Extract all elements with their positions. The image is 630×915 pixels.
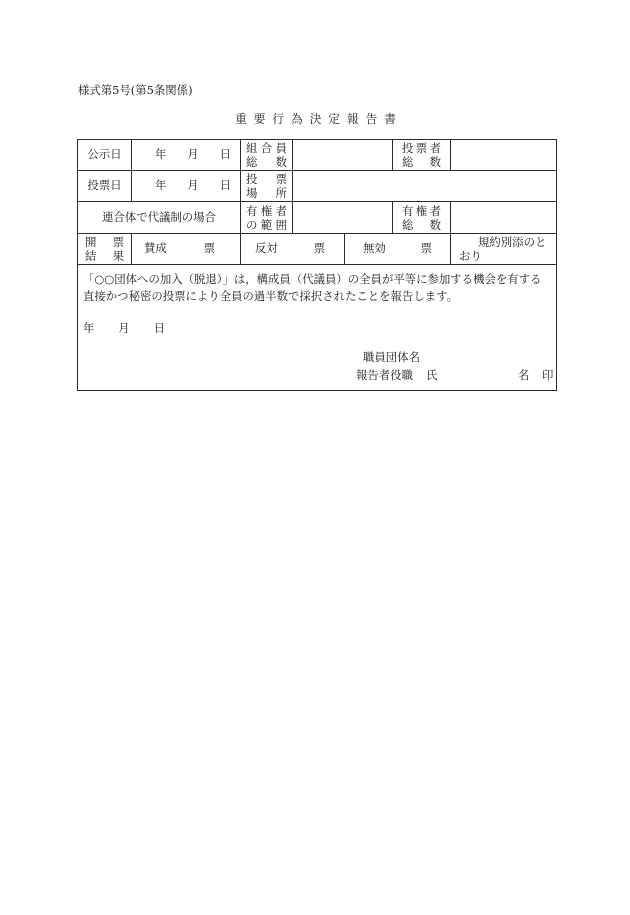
total-voters-label-line1: 投 票 者 bbox=[402, 141, 441, 155]
organization-name-label: 職員団体名 bbox=[363, 350, 420, 364]
federation-label: 連合体で代議制の場合 bbox=[78, 202, 241, 234]
votes-yes-label: 賛成 bbox=[144, 241, 167, 256]
total-voters-label-line2: 総 数 bbox=[402, 155, 441, 169]
row-statement bbox=[78, 265, 557, 391]
rules-note-line2: おり bbox=[459, 249, 482, 263]
electorate-scope-label-line2: の 範 囲 bbox=[246, 217, 287, 232]
row-results bbox=[78, 234, 557, 265]
row-federation bbox=[78, 202, 557, 234]
results-label-line2: 結 果 bbox=[85, 249, 124, 263]
voting-place-value bbox=[293, 171, 557, 202]
total-members-label-line2: 総 数 bbox=[246, 155, 287, 169]
votes-invalid-unit: 票 bbox=[420, 241, 432, 256]
votes-no-label: 反対 bbox=[255, 241, 278, 256]
rules-note-cell bbox=[451, 234, 557, 265]
form-number: 様式第5号(第5条関係) bbox=[78, 83, 193, 97]
announcement-date-label: 公示日 bbox=[78, 140, 132, 171]
votes-invalid-label: 無効 bbox=[363, 241, 386, 256]
electorate-total-value bbox=[451, 202, 557, 234]
voting-date-field bbox=[132, 171, 241, 202]
votes-no-cell bbox=[241, 234, 345, 265]
voting-place-label bbox=[241, 171, 293, 202]
electorate-total-label-line2: 総 数 bbox=[402, 217, 441, 232]
reporter-name-label-part1: 氏 bbox=[426, 368, 438, 382]
total-members-value bbox=[293, 140, 393, 171]
report-date-placeholder: 年 月 日 bbox=[83, 321, 165, 335]
electorate-scope-value bbox=[293, 202, 393, 234]
total-members-label-line1: 組 合 員 bbox=[246, 141, 287, 155]
statement-cell bbox=[78, 265, 557, 391]
row-voting bbox=[78, 171, 557, 202]
results-label bbox=[78, 234, 132, 265]
voting-date-placeholder: 年 月 日 bbox=[155, 178, 231, 193]
row-announcement bbox=[78, 140, 557, 171]
votes-yes-cell bbox=[132, 234, 241, 265]
electorate-total-label-line1: 有 権 者 bbox=[402, 203, 441, 218]
voting-date-label: 投票日 bbox=[78, 171, 132, 202]
electorate-scope-label bbox=[241, 202, 293, 234]
document-title: 重 要 行 為 決 定 報 告 書 bbox=[235, 112, 396, 126]
total-members-label bbox=[241, 140, 293, 171]
reporter-name-label-part2: 名 bbox=[518, 368, 530, 382]
seal-mark: 印 bbox=[542, 368, 554, 382]
total-voters-value bbox=[451, 140, 557, 171]
votes-no-unit: 票 bbox=[313, 241, 325, 256]
reporter-title-label: 報告者役職 bbox=[356, 368, 413, 382]
report-table bbox=[77, 139, 557, 391]
rules-note-line1: 規約別添のと bbox=[478, 235, 547, 249]
voting-place-label-line1: 投 票 bbox=[246, 172, 287, 186]
results-label-line1: 開 票 bbox=[85, 235, 124, 249]
voting-place-label-line2: 場 所 bbox=[246, 186, 287, 200]
statement-line-1: 「○○団体への加入（脱退）」は，構成員（代議員）の全員が平等に参加する機会を有する bbox=[83, 272, 542, 286]
statement-line-2: 直接かつ秘密の投票により全員の過半数で採択されたことを報告します。 bbox=[83, 289, 458, 303]
total-voters-label bbox=[393, 140, 451, 171]
announcement-date-field bbox=[132, 140, 241, 171]
votes-invalid-cell bbox=[345, 234, 451, 265]
votes-yes-unit: 票 bbox=[203, 241, 215, 256]
electorate-scope-label-line1: 有 権 者 bbox=[246, 203, 287, 218]
announcement-date-placeholder: 年 月 日 bbox=[155, 147, 231, 162]
electorate-total-label bbox=[393, 202, 451, 234]
